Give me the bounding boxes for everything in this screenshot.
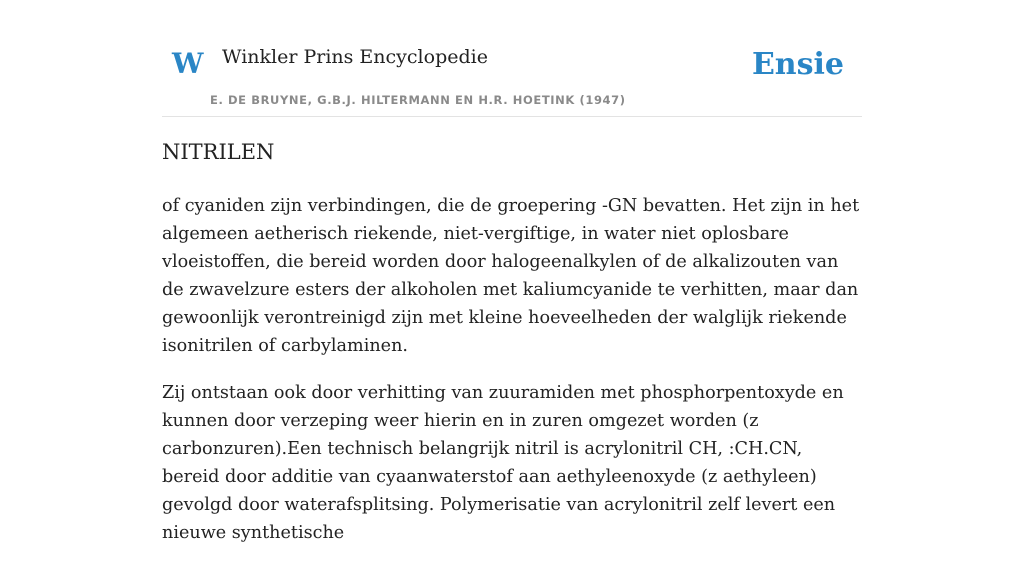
site-header [162,0,862,117]
article-title: NITRILEN [162,140,275,164]
winkler-prins-logo[interactable]: W [172,47,204,80]
article-paragraph: Zij ontstaan ook door verhitting van zuuramiden met phosphorpentoxyde en kunnen door verzeping weer hierin en in zuren omgezet worden (z carbonzuren).Een technisch belangrijk nitril is acrylonitril CH, :CH.CN, bereid door additie van cyaanwaterstof aan aethyleenoxyde (z aethyleen) gevolgd door waterafsplitsing. Polymerisatie van acrylonitril zelf levert een nieuwe synthetische [162,383,844,543]
encyclopedia-title: Winkler Prins Encyclopedie [222,46,488,68]
authors-line: E. DE BRUYNE, G.B.J. HILTERMANN EN H.R. HOETINK (1947) [210,93,626,107]
article-body [162,192,864,566]
article-paragraph: of cyaniden zijn verbindingen, die de groepering -GN bevatten. Het zijn in het algemeen aetherisch riekende, niet-vergiftige, in water niet oplosbare vloeistoffen, die bereid worden door halogeenalkylen of de alkalizouten van de zwavelzure esters der alkoholen met kaliumcyanide te verhitten, maar dan gewoonlijk verontreinigd zijn met kleine hoeveelheden der walglijk riekende isonitrilen of carbylaminen. [162,196,860,356]
ensie-brand-logo[interactable]: Ensie [751,47,844,82]
